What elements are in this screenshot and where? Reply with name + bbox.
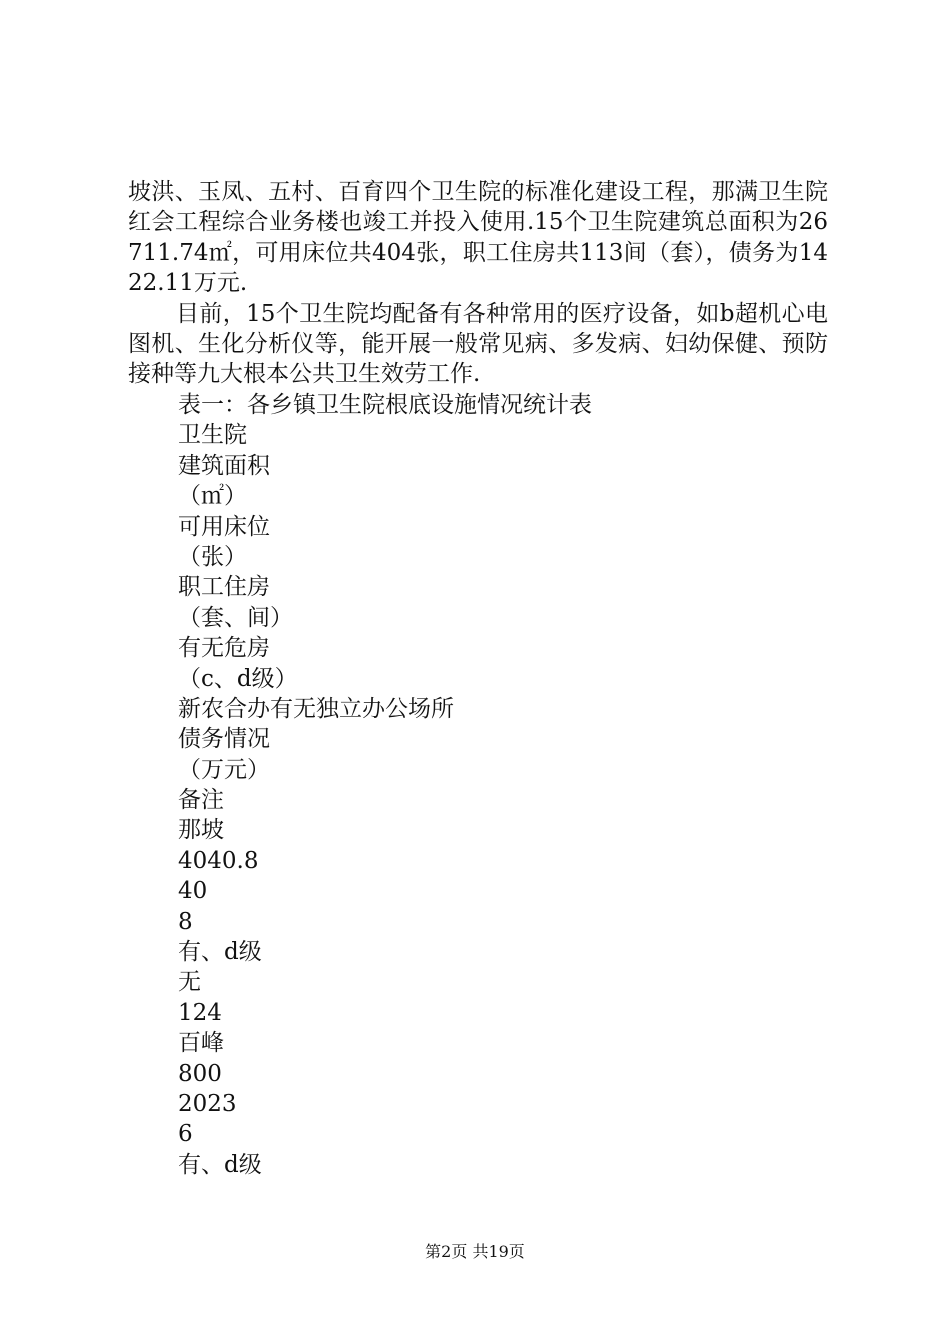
table-cell: 40	[178, 878, 208, 905]
table-header-debt: 债务情况	[178, 726, 270, 753]
table-header-debt-unit: （万元）	[178, 756, 270, 783]
body-text	[128, 177, 828, 390]
table-header-beds: 可用床位	[178, 513, 270, 540]
table-lines	[178, 390, 592, 1180]
table-cell: 124	[178, 999, 222, 1026]
paragraph-facilities: 坡洪、玉凤、五村、百育四个卫生院的标准化建设工程，那满卫生院红会工程综合业务楼也竣工并投入使用.15个卫生院建筑总面积为26711.74㎡，可用床位共404张，职工住房共113间（套），债务为1422.11万元.	[128, 179, 828, 297]
table-cell: 8	[178, 908, 193, 935]
table-cell: 800	[178, 1060, 222, 1087]
table-header-hospital: 卫生院	[178, 422, 247, 449]
table-cell: 无	[178, 969, 201, 996]
table-header-area: 建筑面积	[178, 452, 270, 479]
table-cell: 那坡	[178, 817, 224, 844]
table-cell: 4040.8	[178, 847, 259, 874]
table-caption: 表一：各乡镇卫生院根底设施情况统计表	[178, 392, 592, 418]
table-header-beds-unit: （张）	[178, 543, 247, 570]
table-header-remarks: 备注	[178, 787, 224, 814]
table-cell: 6	[178, 1121, 193, 1148]
table-header-danger-unit: （c、d级）	[178, 665, 298, 692]
table-cell: 有、d级	[178, 1151, 262, 1178]
table-header-office: 新农合办有无独立办公场所	[178, 695, 454, 722]
page-footer: 第2页 共19页	[425, 1242, 525, 1261]
table-header-housing: 职工住房	[178, 574, 270, 601]
table-cell: 有、d级	[178, 939, 262, 966]
table-header-housing-unit: （套、间）	[178, 604, 293, 631]
table-header-danger: 有无危房	[178, 635, 270, 662]
table-cell: 百峰	[178, 1030, 224, 1057]
table-header-area-unit: （㎡）	[178, 483, 247, 510]
paragraph-equipment: 目前，15个卫生院均配备有各种常用的医疗设备，如b超机心电图机、生化分析仪等，能开展一般常见病、多发病、妇幼保健、预防接种等九大根本公共卫生效劳工作.	[128, 300, 828, 388]
table-cell: 2023	[178, 1090, 237, 1117]
